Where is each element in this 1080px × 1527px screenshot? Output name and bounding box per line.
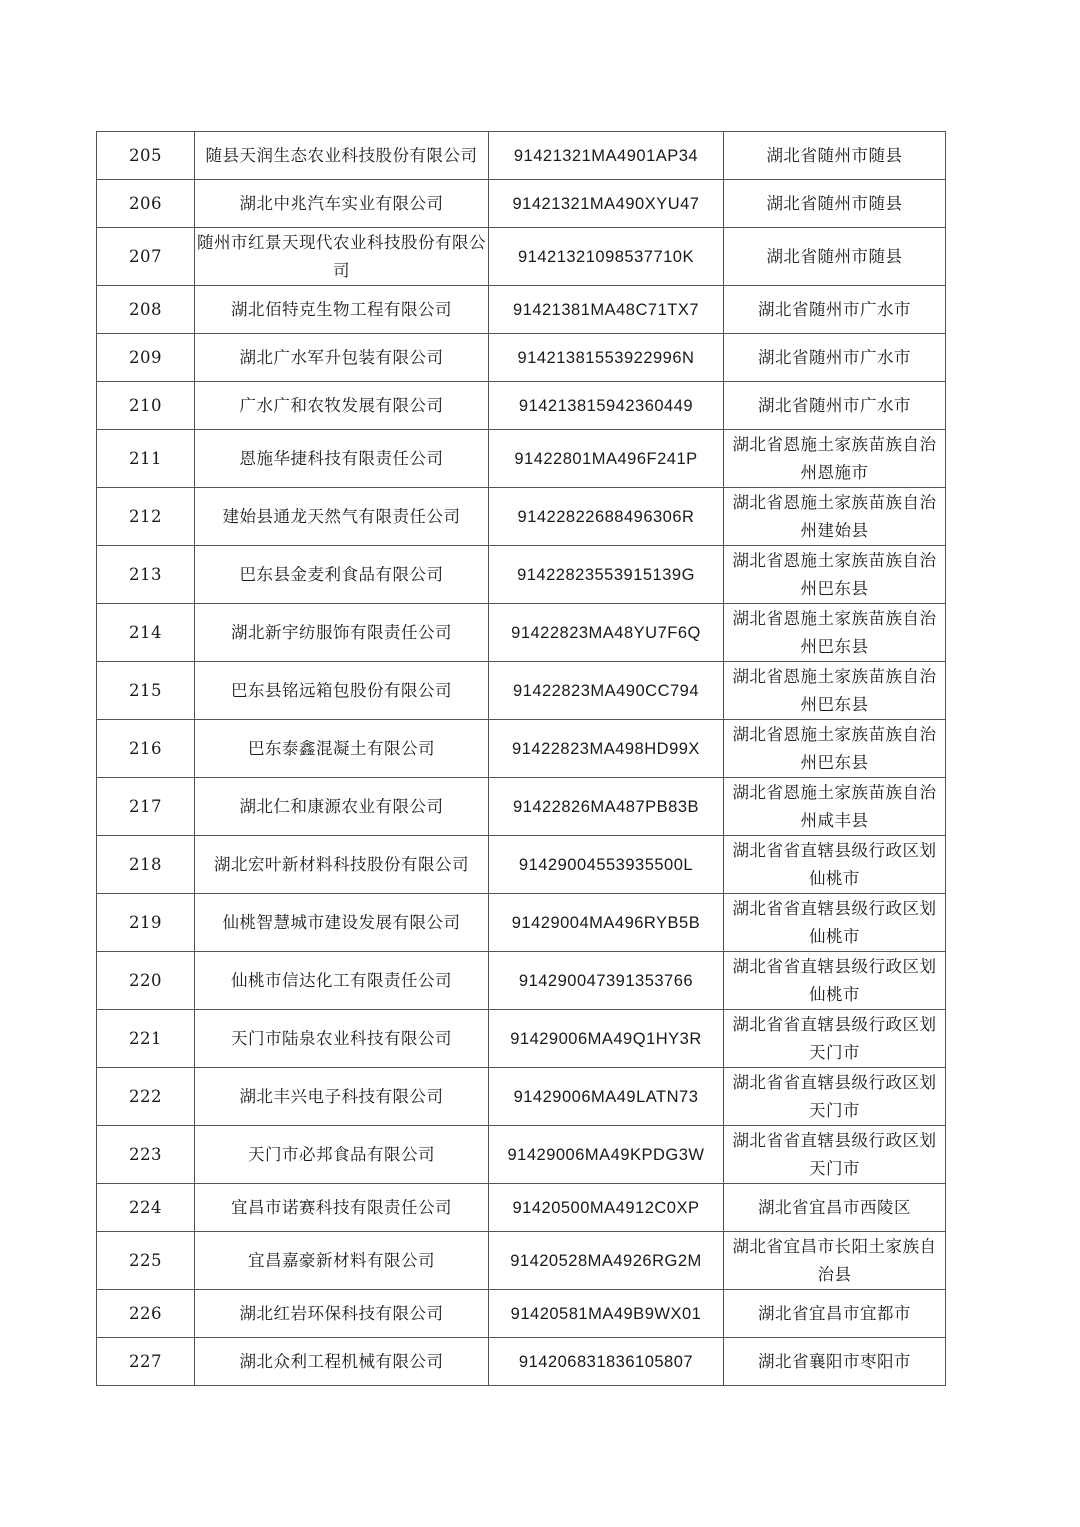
table-row	[97, 430, 946, 488]
row-number: 208	[97, 286, 195, 334]
credit-code: 91421321MA4901AP34	[489, 132, 724, 180]
region: 湖北省省直辖县级行政区划天门市	[724, 1010, 946, 1068]
row-number: 218	[97, 836, 195, 894]
credit-code: 91421381MA48C71TX7	[489, 286, 724, 334]
table-row	[97, 1290, 946, 1338]
region: 湖北省恩施土家族苗族自治州建始县	[724, 488, 946, 546]
credit-code: 91420528MA4926RG2M	[489, 1232, 724, 1290]
credit-code: 914213815942360449	[489, 382, 724, 430]
company-name: 湖北仁和康源农业有限公司	[195, 778, 489, 836]
row-number: 217	[97, 778, 195, 836]
credit-code: 91422823MA48YU7F6Q	[489, 604, 724, 662]
company-name: 湖北佰特克生物工程有限公司	[195, 286, 489, 334]
table-row	[97, 334, 946, 382]
region: 湖北省省直辖县级行政区划仙桃市	[724, 836, 946, 894]
company-name: 仙桃市信达化工有限责任公司	[195, 952, 489, 1010]
company-name: 广水广和农牧发展有限公司	[195, 382, 489, 430]
row-number: 219	[97, 894, 195, 952]
region: 湖北省恩施土家族苗族自治州巴东县	[724, 720, 946, 778]
row-number: 213	[97, 546, 195, 604]
credit-code: 91422801MA496F241P	[489, 430, 724, 488]
table-row	[97, 286, 946, 334]
region: 湖北省省直辖县级行政区划仙桃市	[724, 894, 946, 952]
credit-code: 914290047391353766	[489, 952, 724, 1010]
company-name: 湖北红岩环保科技有限公司	[195, 1290, 489, 1338]
row-number: 225	[97, 1232, 195, 1290]
region: 湖北省恩施土家族苗族自治州恩施市	[724, 430, 946, 488]
credit-code: 91420581MA49B9WX01	[489, 1290, 724, 1338]
company-name: 巴东县铭远箱包股份有限公司	[195, 662, 489, 720]
region: 湖北省省直辖县级行政区划天门市	[724, 1068, 946, 1126]
table-row	[97, 1068, 946, 1126]
credit-code: 91429006MA49Q1HY3R	[489, 1010, 724, 1068]
table-row	[97, 228, 946, 286]
row-number: 209	[97, 334, 195, 382]
credit-code: 91422823MA490CC794	[489, 662, 724, 720]
row-number: 224	[97, 1184, 195, 1232]
region: 湖北省宜昌市西陵区	[724, 1184, 946, 1232]
credit-code: 91422822688496306R	[489, 488, 724, 546]
row-number: 210	[97, 382, 195, 430]
table-row	[97, 662, 946, 720]
credit-code: 91429004553935500L	[489, 836, 724, 894]
credit-code: 91421321098537710K	[489, 228, 724, 286]
enterprise-table	[96, 131, 946, 1386]
row-number: 212	[97, 488, 195, 546]
company-name: 湖北宏叶新材料科技股份有限公司	[195, 836, 489, 894]
row-number: 207	[97, 228, 195, 286]
row-number: 205	[97, 132, 195, 180]
company-name: 湖北中兆汽车实业有限公司	[195, 180, 489, 228]
region: 湖北省恩施土家族苗族自治州巴东县	[724, 604, 946, 662]
row-number: 227	[97, 1338, 195, 1386]
table-row	[97, 546, 946, 604]
company-name: 宜昌市诺赛科技有限责任公司	[195, 1184, 489, 1232]
credit-code: 91421321MA490XYU47	[489, 180, 724, 228]
region: 湖北省随州市广水市	[724, 382, 946, 430]
company-name: 仙桃智慧城市建设发展有限公司	[195, 894, 489, 952]
table-row	[97, 894, 946, 952]
region: 湖北省省直辖县级行政区划天门市	[724, 1126, 946, 1184]
row-number: 214	[97, 604, 195, 662]
table-row	[97, 952, 946, 1010]
company-name: 建始县通龙天然气有限责任公司	[195, 488, 489, 546]
region: 湖北省恩施土家族苗族自治州咸丰县	[724, 778, 946, 836]
region: 湖北省宜昌市长阳土家族自治县	[724, 1232, 946, 1290]
region: 湖北省宜昌市宜都市	[724, 1290, 946, 1338]
row-number: 220	[97, 952, 195, 1010]
region: 湖北省恩施土家族苗族自治州巴东县	[724, 662, 946, 720]
row-number: 216	[97, 720, 195, 778]
company-name: 随州市红景天现代农业科技股份有限公司	[195, 228, 489, 286]
region: 湖北省襄阳市枣阳市	[724, 1338, 946, 1386]
region: 湖北省随州市随县	[724, 228, 946, 286]
credit-code: 91429004MA496RYB5B	[489, 894, 724, 952]
table-row	[97, 836, 946, 894]
region: 湖北省省直辖县级行政区划仙桃市	[724, 952, 946, 1010]
company-name: 巴东县金麦利食品有限公司	[195, 546, 489, 604]
company-name: 恩施华捷科技有限责任公司	[195, 430, 489, 488]
row-number: 211	[97, 430, 195, 488]
company-name: 巴东泰鑫混凝土有限公司	[195, 720, 489, 778]
credit-code: 914206831836105807	[489, 1338, 724, 1386]
row-number: 226	[97, 1290, 195, 1338]
company-name: 宜昌嘉豪新材料有限公司	[195, 1232, 489, 1290]
region: 湖北省随州市广水市	[724, 286, 946, 334]
table-row	[97, 604, 946, 662]
row-number: 206	[97, 180, 195, 228]
company-name: 湖北广水军升包装有限公司	[195, 334, 489, 382]
region: 湖北省随州市广水市	[724, 334, 946, 382]
table-row	[97, 132, 946, 180]
region: 湖北省随州市随县	[724, 180, 946, 228]
region: 湖北省随州市随县	[724, 132, 946, 180]
table-row	[97, 488, 946, 546]
table-row	[97, 720, 946, 778]
table-row	[97, 180, 946, 228]
company-name: 湖北新宇纺服饰有限责任公司	[195, 604, 489, 662]
company-name: 天门市必邦食品有限公司	[195, 1126, 489, 1184]
credit-code: 91422826MA487PB83B	[489, 778, 724, 836]
credit-code: 91422823MA498HD99X	[489, 720, 724, 778]
credit-code: 91429006MA49KPDG3W	[489, 1126, 724, 1184]
company-name: 湖北众利工程机械有限公司	[195, 1338, 489, 1386]
row-number: 223	[97, 1126, 195, 1184]
credit-code: 91420500MA4912C0XP	[489, 1184, 724, 1232]
table-row	[97, 1010, 946, 1068]
table-row	[97, 1126, 946, 1184]
row-number: 215	[97, 662, 195, 720]
row-number: 221	[97, 1010, 195, 1068]
table-row	[97, 1184, 946, 1232]
region: 湖北省恩施土家族苗族自治州巴东县	[724, 546, 946, 604]
table-row	[97, 382, 946, 430]
table-row	[97, 778, 946, 836]
credit-code: 91421381553922996N	[489, 334, 724, 382]
company-name: 天门市陆泉农业科技有限公司	[195, 1010, 489, 1068]
credit-code: 91429006MA49LATN73	[489, 1068, 724, 1126]
table-row	[97, 1338, 946, 1386]
company-name: 随县天润生态农业科技股份有限公司	[195, 132, 489, 180]
credit-code: 91422823553915139G	[489, 546, 724, 604]
company-name: 湖北丰兴电子科技有限公司	[195, 1068, 489, 1126]
row-number: 222	[97, 1068, 195, 1126]
table-row	[97, 1232, 946, 1290]
